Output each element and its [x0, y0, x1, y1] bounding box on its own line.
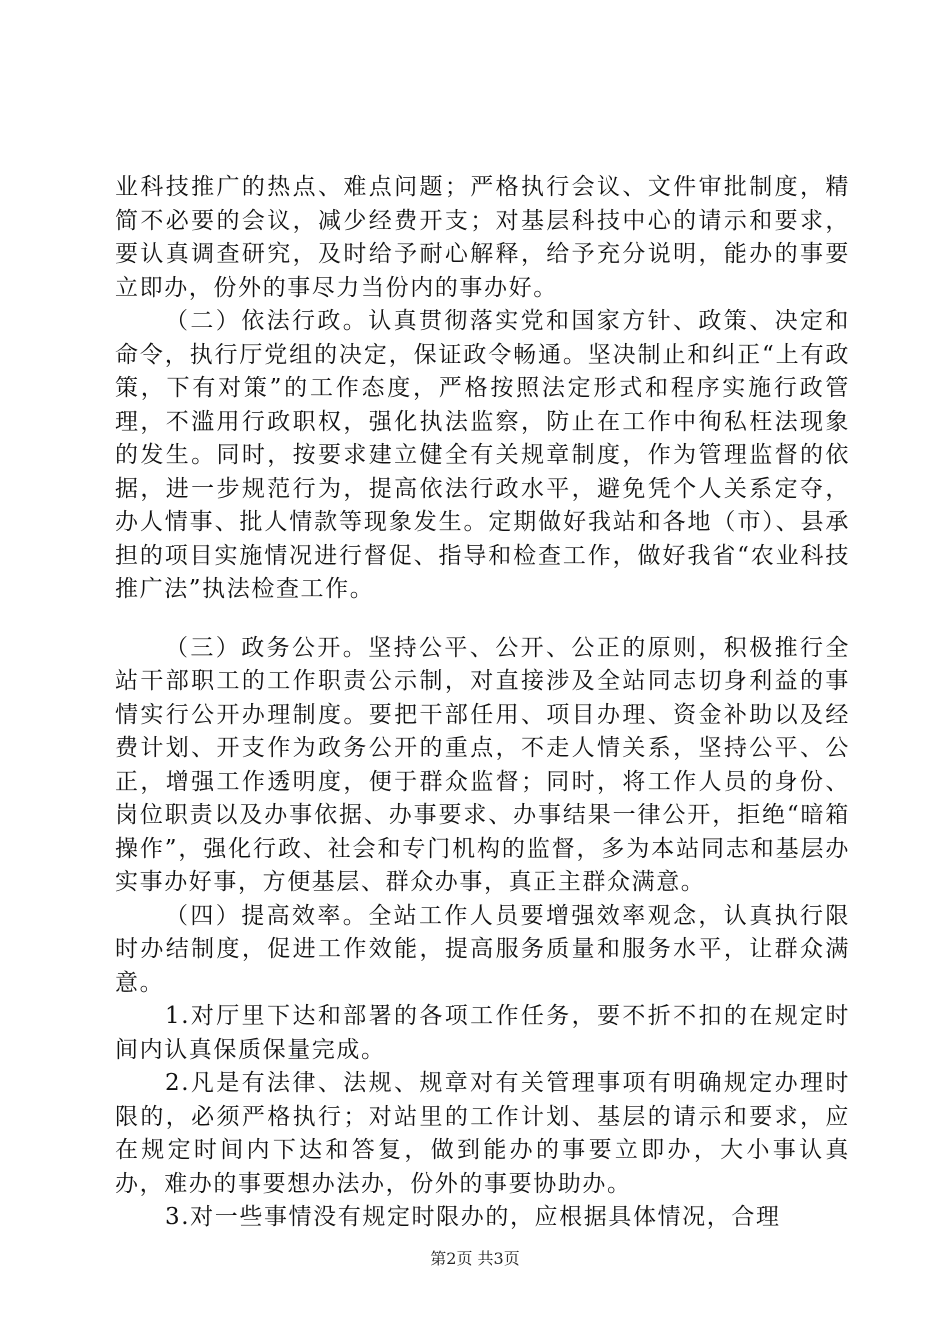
paragraph-rule-by-law: （二）依法行政。认真贯彻落实党和国家方针、政策、决定和命令，执行厅党组的决定，保证政令畅通。坚决制止和纠正“上有政策，下有对策”的工作态度，严格按照法定形式和程序实施行政管理，不滥用行政职权，强化执法监察，防止在工作中徇私枉法现象的发生。同时，按要求建立健全有关规章制度，作为管理监督的依据，进一步规范行为，提高依法行政水平，避免凭个人关系定夺，办人情事、批人情款等现象发生。定期做好我站和各地（市）、县承担的项目实施情况进行督促、指导和检查工作，做好我省“农业科技推广法”执法检查工作。: [115, 308, 850, 602]
list-item-3: 3.对一些事情没有规定时限办的，应根据具体情况，合理: [165, 1204, 781, 1230]
paragraph-improve-efficiency: （四）提高效率。全站工作人员要增强效率观念，认真执行限时办结制度，促进工作效能，提高服务质量和服务水平，让群众满意。: [115, 902, 850, 996]
paragraph-continuation: 业科技推广的热点、难点问题；严格执行会议、文件审批制度，精简不必要的会议，减少经费开支；对基层科技中心的请示和要求，要认真调查研究，及时给予耐心解释，给予充分说明，能办的事要立即办，份外的事尽力当份内的事办好。: [115, 174, 850, 301]
paragraph-open-government: （三）政务公开。坚持公平、公开、公正的原则，积极推行全站干部职工的工作职责公示制，对直接涉及全站同志切身利益的事情实行公开办理制度。要把干部任用、项目办理、资金补助以及经费计划、开支作为政务公开的重点，不走人情关系，坚持公平、公正，增强工作透明度，便于群众监督；同时，将工作人员的身份、岗位职责以及办事依据、办事要求、办事结果一律公开，拒绝“暗箱操作”，强化行政、社会和专门机构的监督，多为本站同志和基层办实事办好事，方便基层、群众办事，真正主群众满意。: [115, 634, 850, 895]
page-number-footer: 第2页 共3页: [430, 1249, 520, 1268]
list-item-1: 1.对厅里下达和部署的各项工作任务，要不折不扣的在规定时间内认真保质保量完成。: [115, 1003, 850, 1063]
list-item-2: 2.凡是有法律、法规、规章对有关管理事项有明确规定办理时限的，必须严格执行；对站里的工作计划、基层的请示和要求，应在规定时间内下达和答复，做到能办的事要立即办，大小事认真办，难办的事要想办法办，份外的事要协助办。: [115, 1070, 850, 1197]
